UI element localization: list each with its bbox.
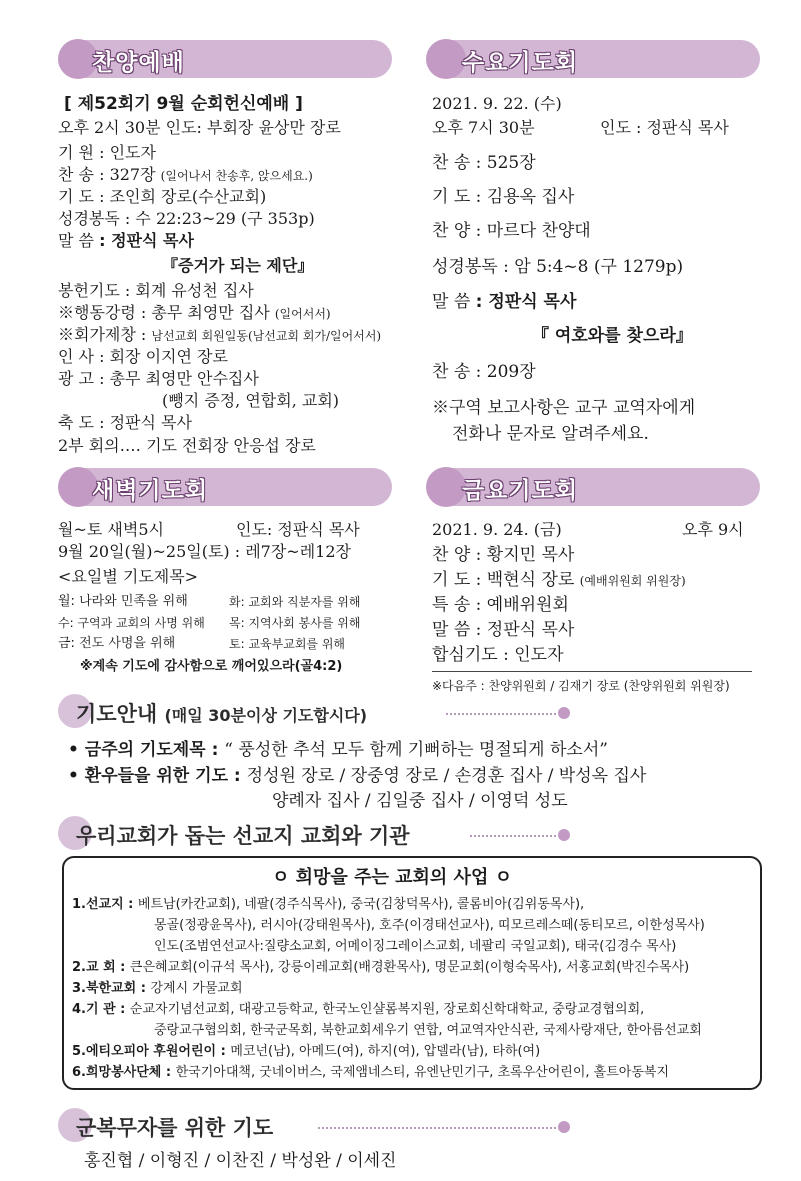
- order-value: :: [140, 325, 152, 344]
- order-item: [58, 369, 259, 389]
- mission-row: [154, 917, 705, 935]
- military-names: 홍진협 / 이형진 / 이찬진 / 박성완 / 이세진: [84, 1151, 397, 1171]
- mission-key: 4.기 관 :: [72, 1002, 130, 1017]
- mission-key: 5.에티오피아 후원어린이 :: [72, 1044, 231, 1059]
- mission-text: 순교자기념선교회, 대광고등학교, 한국노인샬롬복지원, 장로회신학대학교, 중랑교경협의회,: [129, 1002, 645, 1017]
- order-value: : 총무 최영만 집사: [140, 303, 270, 322]
- dawn-topic: 금: 전도 사명을 위해: [58, 636, 176, 651]
- mission-text: 큰은혜교회(이규석 목사), 강릉이레교회(배경환목사), 명문교회(이형숙목사), 서홍교회(박진수목사): [129, 960, 690, 975]
- fri-next-host: ※다음주 : 찬양위원회 / 김재기 장로 (찬양위원회 위원장): [432, 679, 730, 693]
- military-title: 군복무자를 위한 기도: [76, 1116, 274, 1140]
- sermon-title: 『증거가 되는 제단』: [162, 256, 314, 275]
- order-note: (일어서서): [274, 307, 331, 321]
- order-value: : 회장 이지연 장로: [99, 347, 228, 366]
- rule-dot: [558, 1121, 570, 1133]
- rule-dot: [558, 829, 570, 841]
- order-value: : 백현식 장로: [475, 570, 575, 590]
- order-label: 찬 양: [432, 545, 471, 565]
- order-label: 기 원: [58, 143, 94, 162]
- prayer-topic-label: • 금주의 기도제목 :: [68, 740, 225, 760]
- part2-line: 2부 회의‥‥ 기도 전회장 안응섭 장로: [58, 436, 316, 455]
- dotted-rule: [318, 1127, 556, 1129]
- order-label: 찬 송: [432, 153, 471, 173]
- wed-notice: ※구역 보고사항은 교구 교역자에게: [432, 398, 696, 418]
- prayer-topic: [68, 740, 608, 760]
- sunday-title: 찬양예배: [92, 50, 185, 76]
- order-value: : 정판식 목사: [99, 231, 194, 250]
- mission-text: 중랑교구협의회, 한국군목회, 북한교회세우기 연합, 여교역자안식관, 국제사랑재단, 한아름선교회: [154, 1023, 702, 1038]
- order-value: : 암 5:4~8 (구 1279p): [503, 257, 684, 277]
- order-item: [58, 281, 254, 301]
- mission-row: [154, 938, 676, 956]
- order-note: 남선교회 회원일동(남선교회 회가/일어서서): [151, 329, 382, 343]
- order-item: [432, 570, 686, 591]
- order-item: [58, 231, 194, 251]
- order-label: 찬 송: [58, 165, 94, 184]
- order-value: : 인도자: [503, 645, 564, 665]
- prayer-guide-main: 기도안내: [76, 702, 158, 726]
- mission-row: [154, 1022, 702, 1040]
- dawn-leader: 인도: 정판식 목사: [236, 520, 360, 539]
- order-item: [432, 187, 574, 207]
- order-value: : 525장: [475, 153, 536, 173]
- order-item: [58, 165, 313, 186]
- order-label: 찬 송: [432, 362, 471, 382]
- order-item: [432, 545, 574, 565]
- banner-circle: [426, 467, 466, 507]
- order-label: 합심기도: [432, 645, 498, 665]
- dawn-title: 새벽기도회: [92, 478, 209, 504]
- dotted-rule: [446, 713, 556, 715]
- order-label: 기 도: [432, 570, 471, 590]
- sunday-heading: [ 제52회기 9월 순회헌신예배 ]: [64, 94, 303, 114]
- mission-text: 몽골(정광윤목사), 러시아(강태원목사), 호주(이경태선교사), 띠모르레스떼(동티모르, 이한성목사): [154, 918, 705, 933]
- order-label: 말 씀: [432, 620, 471, 640]
- order-value: : 수 22:23~29 (구 353p): [124, 209, 315, 228]
- order-item: [58, 347, 228, 367]
- order-value: : 김용옥 집사: [475, 187, 575, 207]
- missions-box-title: ㅇ 희망을 주는 교회의 사업 ㅇ: [272, 867, 512, 888]
- order-item: [432, 645, 564, 665]
- order-value: : 조인희 장로(수산교회): [99, 187, 267, 206]
- mission-text: 강계시 가물교회: [150, 981, 243, 996]
- order-label: 봉헌기도: [58, 281, 120, 300]
- order-value: : 정판식 목사: [475, 292, 577, 312]
- order-item: [432, 362, 536, 382]
- wed-notice: 전화나 문자로 알려주세요.: [452, 424, 649, 444]
- sermon-title: 『 여호와를 찾으라』: [532, 326, 693, 346]
- wed-date: 2021. 9. 22. (수): [432, 94, 562, 113]
- order-item: [58, 187, 266, 207]
- mission-key: 3.북한교회 :: [72, 981, 151, 996]
- order-label: 성경봉독: [58, 209, 120, 228]
- order-label: 성경봉독: [432, 257, 498, 277]
- order-value: : 327장: [99, 165, 156, 184]
- order-note: (일어나서 찬송후, 앉으세요.): [160, 169, 313, 183]
- order-item: [58, 143, 156, 163]
- order-value: : 209장: [475, 362, 536, 382]
- order-value: : 정판식 목사: [475, 620, 575, 640]
- mission-row: [72, 980, 243, 998]
- mission-text: 베트남(카칸교회), 네팔(경주식목사), 중국(김창덕목사), 콜롬비아(김위동목사),: [137, 897, 585, 912]
- fri-date: 2021. 9. 24. (금): [432, 520, 562, 539]
- order-label: ※행동강령: [58, 303, 136, 322]
- announce-cont: (뺑지 증정, 연합회, 교회): [162, 391, 340, 410]
- order-item: [432, 292, 576, 312]
- dawn-topic: 월: 나라와 민족을 위해: [58, 594, 188, 609]
- order-label: 말 씀: [58, 231, 94, 250]
- prayer-guide-sub: (매일 30분이상 기도합시다): [164, 706, 368, 725]
- order-item: [58, 209, 315, 229]
- dawn-topic: 수: 구역과 교회의 사명 위해: [58, 616, 205, 630]
- dawn-topic: 화: 교회와 직분자를 위해: [229, 595, 361, 609]
- patient-prayer-text: 정성원 장로 / 장중영 장로 / 손경훈 집사 / 박성옥 집사: [246, 766, 647, 786]
- order-note: (예배위원회 위원장): [579, 574, 686, 588]
- order-item: [432, 257, 683, 277]
- order-value: : 총무 최영만 안수집사: [99, 369, 259, 388]
- mission-row: [72, 1001, 644, 1019]
- divider: [432, 671, 752, 672]
- dawn-time: 월~토 새벽5시: [58, 520, 164, 539]
- sunday-time: 오후 2시 30분 인도: 부회장 윤상만 장로: [58, 118, 341, 137]
- dawn-topic: 목: 지역사회 봉사를 위해: [229, 616, 361, 630]
- prayer-guide-title: [76, 698, 367, 728]
- mission-row: [72, 1064, 669, 1082]
- mission-text: 인도(조범연선교사:질량소교회, 어메이징그레이스교회, 네팔리 국일교회), 태국(김경수 목사): [154, 939, 677, 954]
- mission-key: 6.희망봉사단체 :: [72, 1065, 176, 1080]
- wed-leader: 인도 : 정판식 목사: [600, 118, 729, 137]
- rule-dot: [558, 707, 570, 719]
- order-label: 찬 양: [432, 221, 471, 241]
- patient-prayer-cont: 양례자 집사 / 김일중 집사 / 이영덕 성도: [272, 791, 568, 811]
- order-item: [58, 413, 192, 433]
- order-value: : 회계 유성천 집사: [124, 281, 254, 300]
- wed-time: 오후 7시 30분: [432, 118, 535, 137]
- order-label: 기 도: [432, 187, 471, 207]
- mission-text: 한국기아대책, 굿네이버스, 국제앰네스티, 유엔난민기구, 초록우산어린이, 홀트아동복지: [175, 1065, 670, 1080]
- dawn-schedule: 9월 20일(월)~25일(토) : 레7장~레12장: [58, 542, 351, 561]
- order-label: 특 송: [432, 595, 471, 615]
- order-item: [58, 303, 331, 324]
- mission-row: [72, 896, 584, 914]
- dawn-verse: ※계속 기도에 감사함으로 깨어있으라(골4:2): [80, 659, 343, 674]
- order-item: [432, 595, 569, 615]
- dotted-rule: [470, 835, 556, 837]
- order-label: 기 도: [58, 187, 94, 206]
- order-label: 광 고: [58, 369, 94, 388]
- banner-circle: [426, 39, 466, 79]
- prayer-topic-text: “ 풍성한 추석 모두 함께 기뻐하는 명절되게 하소서”: [224, 740, 608, 760]
- order-value: : 인도자: [99, 143, 156, 162]
- patient-prayer-label: • 환우들을 위한 기도 :: [68, 766, 247, 786]
- patient-prayer: [68, 766, 646, 786]
- friday-title: 금요기도회: [462, 478, 579, 504]
- order-value: : 마르다 찬양대: [475, 221, 591, 241]
- order-item: [432, 221, 591, 241]
- fri-time: 오후 9시: [682, 520, 744, 539]
- order-item: [432, 620, 574, 640]
- order-item: [432, 153, 536, 173]
- dawn-topic: 토: 교육부교회를 위해: [229, 637, 346, 651]
- mission-key: 1.선교지 :: [72, 897, 138, 912]
- order-item: [58, 325, 381, 346]
- order-value: : 황지민 목사: [475, 545, 575, 565]
- order-value: : 정판식 목사: [99, 413, 192, 432]
- dawn-subtitle: <요일별 기도제목>: [58, 567, 199, 586]
- order-label: 인 사: [58, 347, 94, 366]
- order-label: ※회가제창: [58, 325, 136, 344]
- wednesday-title: 수요기도회: [462, 50, 579, 76]
- missions-title: 우리교회가 돕는 선교지 교회와 기관: [76, 824, 410, 848]
- mission-key: 2.교 회 :: [72, 960, 130, 975]
- order-label: 축 도: [58, 413, 94, 432]
- mission-row: [72, 1043, 540, 1061]
- mission-text: 메코넌(남), 아메드(여), 하지(여), 압델라(남), 타하(여): [230, 1044, 541, 1059]
- mission-row: [72, 959, 689, 977]
- order-label: 말 씀: [432, 292, 471, 312]
- order-value: : 예배위원회: [475, 595, 569, 615]
